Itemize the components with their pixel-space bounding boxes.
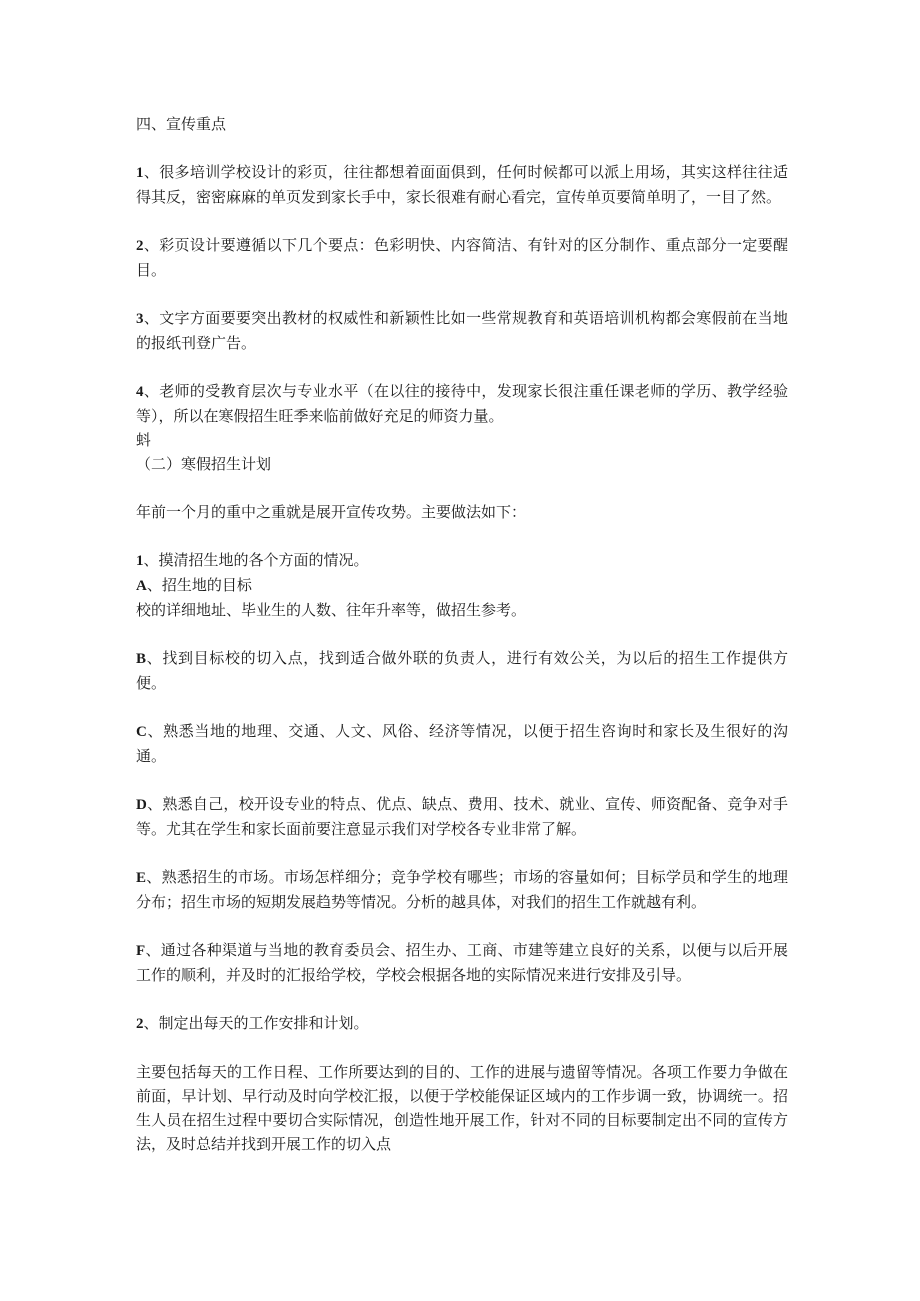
- item-f: [136, 938, 788, 987]
- item-letter: B: [136, 651, 147, 667]
- item-letter: C: [136, 724, 147, 740]
- point-2: [136, 233, 788, 282]
- item-text: 、熟悉当地的地理、交通、人文、风俗、经济等情况，以便于招生咨询时和家长及生很好的沟通。: [136, 722, 788, 765]
- point-number: 4: [136, 384, 144, 400]
- item-letter: F: [136, 943, 146, 959]
- point-text: 、文字方面要要突出教材的权威性和新颖性比如一些常规教育和英语培训机构都会寒假前在当地的报纸刊登广告。: [136, 309, 788, 352]
- stray-character: 蚪: [136, 431, 152, 449]
- step-number: 1: [136, 553, 144, 569]
- item-text: 、熟悉招生的市场。市场怎样细分；竞争学校有哪些；市场的容量如何；目标学员和学生的地理分布；招生市场的短期发展趋势等情况。分析的越具体，对我们的招生工作就越有利。: [136, 868, 788, 911]
- item-a-body: 校的详细地址、毕业生的人数、往年升率等，做招生参考。: [136, 601, 527, 619]
- item-d: [136, 792, 788, 841]
- item-c: [136, 719, 788, 768]
- item-letter: E: [136, 870, 147, 886]
- point-text: 、很多培训学校设计的彩页，往往都想着面面俱到，任何时候都可以派上用场，其实这样往往适得其反，密密麻麻的单页发到家长手中，家长很难有耐心看完，宣传单页要简单明了，一目了然。: [136, 163, 788, 206]
- item-text: 、熟悉自己，校开设专业的特点、优点、缺点、费用、技术、就业、宣传、师资配备、竞争对手等。尤其在学生和家长面前要注意显示我们对学校各专业非常了解。: [136, 795, 788, 838]
- closing-paragraph: 主要包括每天的工作日程、工作所要达到的目的、工作的进展与遗留等情况。各项工作要力争做在前面，早计划、早行动及时向学校汇报，以便于学校能保证区域内的工作步调一致，协调统一。招生人员在招生过程中要切合实际情况，创造性地开展工作，针对不同的目标要制定出不同的宣传方法，及时总结并找到开展工作的切入点: [136, 1063, 788, 1153]
- item-text: 、招生地的目标: [146, 576, 252, 594]
- point-4: [136, 379, 788, 428]
- point-text: 、彩页设计要遵循以下几个要点：色彩明快、内容简洁、有针对的区分制作、重点部分一定要醒目。: [136, 236, 788, 279]
- intro-paragraph: 年前一个月的重中之重就是展开宣传攻势。主要做法如下：: [136, 503, 527, 521]
- point-number: 1: [136, 165, 144, 181]
- point-1: [136, 160, 788, 209]
- item-e: [136, 865, 788, 914]
- item-text: 、通过各种渠道与当地的教育委员会、招生办、工商、市建等建立良好的关系，以便与以后开展工作的顺利，并及时的汇报给学校，学校会根据各地的实际情况来进行安排及引导。: [136, 941, 788, 984]
- document-page: [136, 112, 788, 1156]
- step-1: [136, 548, 788, 573]
- item-letter: A: [136, 578, 147, 594]
- item-text: 、找到目标校的切入点，找到适合做外联的负责人，进行有效公关，为以后的招生工作提供方便。: [136, 649, 788, 692]
- step-2: [136, 1011, 788, 1036]
- point-text: 、老师的受教育层次与专业水平（在以往的接待中，发现家长很注重任课老师的学历、教学经验等），所以在寒假招生旺季来临前做好充足的师资力量。: [136, 382, 788, 425]
- item-letter: D: [136, 797, 147, 813]
- item-b: [136, 646, 788, 695]
- section-heading: 四、宣传重点: [136, 115, 227, 133]
- point-number: 2: [136, 238, 144, 254]
- point-number: 3: [136, 311, 144, 327]
- step-number: 2: [136, 1016, 144, 1032]
- step-text: 、制定出每天的工作安排和计划。: [143, 1014, 369, 1032]
- item-a-title: [136, 573, 788, 598]
- plan-heading: （二）寒假招生计划: [136, 455, 272, 473]
- point-3: [136, 306, 788, 355]
- step-text: 、摸清招生地的各个方面的情况。: [143, 551, 369, 569]
